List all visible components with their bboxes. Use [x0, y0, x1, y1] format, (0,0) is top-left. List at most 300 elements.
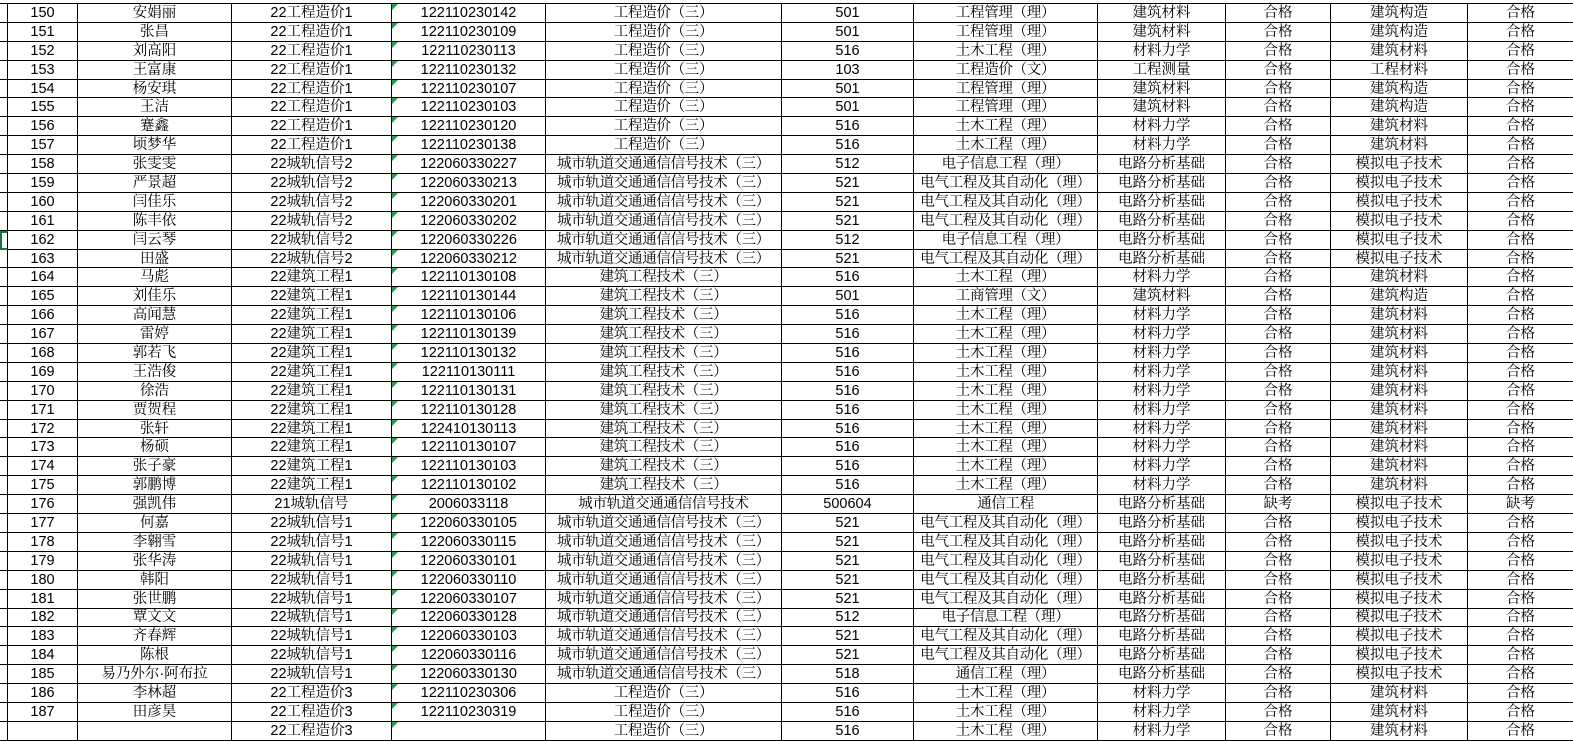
major-program-cell[interactable]: 城市轨道交通通信信号技术: [546, 495, 782, 514]
applied-major-cell[interactable]: 电气工程及其自动化（理）: [914, 627, 1098, 646]
major-program-cell[interactable]: 城市轨道交通通信信号技术（三）: [546, 212, 782, 231]
subject2-cell[interactable]: 建筑材料: [1331, 420, 1468, 439]
result1-cell[interactable]: 合格: [1226, 514, 1331, 533]
result1-cell[interactable]: 合格: [1226, 363, 1331, 382]
code-cell[interactable]: 516: [782, 268, 914, 287]
subject1-cell[interactable]: 材料力学: [1098, 136, 1226, 155]
row-number-cell[interactable]: 153: [8, 61, 78, 80]
code-cell[interactable]: 521: [782, 646, 914, 665]
applied-major-cell[interactable]: 电气工程及其自动化（理）: [914, 193, 1098, 212]
student-id-cell[interactable]: [392, 684, 546, 703]
row-number-cell[interactable]: 181: [8, 590, 78, 609]
subject1-cell[interactable]: 电路分析基础: [1098, 590, 1226, 609]
subject1-cell[interactable]: 材料力学: [1098, 684, 1226, 703]
result1-cell[interactable]: 合格: [1226, 703, 1331, 722]
class-cell[interactable]: 22建筑工程1: [232, 268, 392, 287]
subject1-cell[interactable]: 建筑材料: [1098, 23, 1226, 42]
row-gutter-cell[interactable]: [0, 268, 8, 287]
row-gutter-cell[interactable]: [0, 42, 8, 61]
result2-cell[interactable]: 合格: [1468, 212, 1573, 231]
student-name-cell[interactable]: 郭若飞: [78, 344, 232, 363]
student-name-cell[interactable]: 高闻慧: [78, 306, 232, 325]
result2-cell[interactable]: 合格: [1468, 174, 1573, 193]
row-number-cell[interactable]: 174: [8, 457, 78, 476]
row-number-cell[interactable]: 183: [8, 627, 78, 646]
class-cell[interactable]: 22城轨信号1: [232, 552, 392, 571]
student-name-cell[interactable]: 张华涛: [78, 552, 232, 571]
result1-cell[interactable]: 合格: [1226, 533, 1331, 552]
subject1-cell[interactable]: 电路分析基础: [1098, 665, 1226, 684]
result1-cell[interactable]: 合格: [1226, 306, 1331, 325]
subject2-cell[interactable]: 模拟电子技术: [1331, 193, 1468, 212]
subject2-cell[interactable]: 建筑材料: [1331, 703, 1468, 722]
major-program-cell[interactable]: 城市轨道交通通信信号技术（三）: [546, 193, 782, 212]
result1-cell[interactable]: 合格: [1226, 117, 1331, 136]
subject2-cell[interactable]: 建筑材料: [1331, 42, 1468, 61]
result2-cell[interactable]: 合格: [1468, 363, 1573, 382]
row-gutter-cell[interactable]: [0, 98, 8, 117]
subject1-cell[interactable]: 材料力学: [1098, 703, 1226, 722]
subject1-cell[interactable]: 材料力学: [1098, 306, 1226, 325]
result1-cell[interactable]: 合格: [1226, 722, 1331, 741]
subject1-cell[interactable]: 材料力学: [1098, 382, 1226, 401]
major-program-cell[interactable]: 建筑工程技术（三）: [546, 476, 782, 495]
row-gutter-cell[interactable]: [0, 438, 8, 457]
row-number-cell[interactable]: 172: [8, 420, 78, 439]
student-id-cell[interactable]: [392, 231, 546, 250]
class-cell[interactable]: 22建筑工程1: [232, 287, 392, 306]
code-cell[interactable]: 516: [782, 136, 914, 155]
major-program-cell[interactable]: 建筑工程技术（三）: [546, 420, 782, 439]
row-number-cell[interactable]: 187: [8, 703, 78, 722]
row-gutter-cell[interactable]: [0, 552, 8, 571]
major-program-cell[interactable]: 建筑工程技术（三）: [546, 287, 782, 306]
subject1-cell[interactable]: 电路分析基础: [1098, 627, 1226, 646]
result2-cell[interactable]: 合格: [1468, 571, 1573, 590]
subject2-cell[interactable]: 建筑材料: [1331, 136, 1468, 155]
result2-cell[interactable]: 合格: [1468, 401, 1573, 420]
subject2-cell[interactable]: 模拟电子技术: [1331, 250, 1468, 269]
row-number-cell[interactable]: 163: [8, 250, 78, 269]
result1-cell[interactable]: 合格: [1226, 401, 1331, 420]
result1-cell[interactable]: 合格: [1226, 627, 1331, 646]
row-number-cell[interactable]: 168: [8, 344, 78, 363]
student-name-cell[interactable]: 蹇鑫: [78, 117, 232, 136]
result2-cell[interactable]: 缺考: [1468, 495, 1573, 514]
applied-major-cell[interactable]: 土木工程（理）: [914, 306, 1098, 325]
student-name-cell[interactable]: 张雯雯: [78, 155, 232, 174]
code-cell[interactable]: 521: [782, 533, 914, 552]
student-id-cell[interactable]: [392, 627, 546, 646]
result2-cell[interactable]: 合格: [1468, 117, 1573, 136]
code-cell[interactable]: 518: [782, 665, 914, 684]
major-program-cell[interactable]: 城市轨道交通通信信号技术（三）: [546, 646, 782, 665]
class-cell[interactable]: 22工程造价1: [232, 98, 392, 117]
row-gutter-cell[interactable]: [0, 665, 8, 684]
applied-major-cell[interactable]: 土木工程（理）: [914, 363, 1098, 382]
major-program-cell[interactable]: 建筑工程技术（三）: [546, 457, 782, 476]
result2-cell[interactable]: 合格: [1468, 476, 1573, 495]
row-number-cell[interactable]: 162: [8, 231, 78, 250]
student-name-cell[interactable]: 王浩俊: [78, 363, 232, 382]
class-cell[interactable]: 22工程造价1: [232, 42, 392, 61]
student-id-cell[interactable]: [392, 495, 546, 514]
code-cell[interactable]: 516: [782, 42, 914, 61]
code-cell[interactable]: 501: [782, 80, 914, 99]
row-number-cell[interactable]: 170: [8, 382, 78, 401]
class-cell[interactable]: 22建筑工程1: [232, 325, 392, 344]
result2-cell[interactable]: 合格: [1468, 287, 1573, 306]
row-number-cell[interactable]: 179: [8, 552, 78, 571]
class-cell[interactable]: 22建筑工程1: [232, 438, 392, 457]
result1-cell[interactable]: 合格: [1226, 61, 1331, 80]
subject1-cell[interactable]: 电路分析基础: [1098, 646, 1226, 665]
subject1-cell[interactable]: 材料力学: [1098, 42, 1226, 61]
result1-cell[interactable]: 合格: [1226, 23, 1331, 42]
subject2-cell[interactable]: 模拟电子技术: [1331, 533, 1468, 552]
student-id-cell[interactable]: [392, 23, 546, 42]
row-gutter-cell[interactable]: [0, 533, 8, 552]
row-number-cell[interactable]: 152: [8, 42, 78, 61]
result2-cell[interactable]: 合格: [1468, 344, 1573, 363]
class-cell[interactable]: 22城轨信号2: [232, 250, 392, 269]
class-cell[interactable]: 22城轨信号1: [232, 533, 392, 552]
row-gutter-cell[interactable]: [0, 136, 8, 155]
student-name-cell[interactable]: 闫佳乐: [78, 193, 232, 212]
major-program-cell[interactable]: 工程造价（三）: [546, 136, 782, 155]
applied-major-cell[interactable]: 土木工程（理）: [914, 344, 1098, 363]
row-number-cell[interactable]: 178: [8, 533, 78, 552]
result2-cell[interactable]: 合格: [1468, 552, 1573, 571]
row-number-cell[interactable]: 160: [8, 193, 78, 212]
major-program-cell[interactable]: 建筑工程技术（三）: [546, 363, 782, 382]
major-program-cell[interactable]: 工程造价（三）: [546, 61, 782, 80]
row-gutter-cell[interactable]: [0, 193, 8, 212]
student-id-cell[interactable]: [392, 193, 546, 212]
student-id-cell[interactable]: [392, 363, 546, 382]
result1-cell[interactable]: 合格: [1226, 684, 1331, 703]
applied-major-cell[interactable]: 工程管理（理）: [914, 98, 1098, 117]
result2-cell[interactable]: 合格: [1468, 514, 1573, 533]
subject2-cell[interactable]: 模拟电子技术: [1331, 231, 1468, 250]
student-name-cell[interactable]: 张昌: [78, 23, 232, 42]
code-cell[interactable]: 103: [782, 61, 914, 80]
applied-major-cell[interactable]: 电气工程及其自动化（理）: [914, 250, 1098, 269]
student-name-cell[interactable]: 田彦昊: [78, 703, 232, 722]
subject1-cell[interactable]: 电路分析基础: [1098, 571, 1226, 590]
major-program-cell[interactable]: 建筑工程技术（三）: [546, 438, 782, 457]
result1-cell[interactable]: 合格: [1226, 212, 1331, 231]
code-cell[interactable]: 521: [782, 174, 914, 193]
class-cell[interactable]: 22工程造价1: [232, 23, 392, 42]
code-cell[interactable]: 521: [782, 590, 914, 609]
applied-major-cell[interactable]: 土木工程（理）: [914, 401, 1098, 420]
code-cell[interactable]: 500604: [782, 495, 914, 514]
class-cell[interactable]: 22建筑工程1: [232, 457, 392, 476]
subject1-cell[interactable]: 电路分析基础: [1098, 212, 1226, 231]
result2-cell[interactable]: 合格: [1468, 4, 1573, 23]
result1-cell[interactable]: 合格: [1226, 552, 1331, 571]
class-cell[interactable]: 22建筑工程1: [232, 420, 392, 439]
result2-cell[interactable]: 合格: [1468, 80, 1573, 99]
row-number-cell[interactable]: 173: [8, 438, 78, 457]
subject2-cell[interactable]: 模拟电子技术: [1331, 174, 1468, 193]
class-cell[interactable]: 22工程造价1: [232, 4, 392, 23]
student-id-cell[interactable]: [392, 250, 546, 269]
code-cell[interactable]: 516: [782, 684, 914, 703]
subject2-cell[interactable]: 建筑材料: [1331, 684, 1468, 703]
class-cell[interactable]: 22城轨信号2: [232, 174, 392, 193]
row-number-cell[interactable]: 186: [8, 684, 78, 703]
student-name-cell[interactable]: 闫云琴: [78, 231, 232, 250]
subject1-cell[interactable]: 建筑材料: [1098, 4, 1226, 23]
student-id-cell[interactable]: [392, 42, 546, 61]
row-gutter-cell[interactable]: [0, 401, 8, 420]
row-gutter-cell[interactable]: [0, 61, 8, 80]
row-number-cell[interactable]: 164: [8, 268, 78, 287]
subject1-cell[interactable]: 材料力学: [1098, 363, 1226, 382]
row-gutter-cell[interactable]: [0, 212, 8, 231]
applied-major-cell[interactable]: 土木工程（理）: [914, 420, 1098, 439]
row-gutter-cell[interactable]: [0, 476, 8, 495]
subject2-cell[interactable]: 建筑材料: [1331, 306, 1468, 325]
result2-cell[interactable]: 合格: [1468, 590, 1573, 609]
student-name-cell[interactable]: 王富康: [78, 61, 232, 80]
subject1-cell[interactable]: 电路分析基础: [1098, 495, 1226, 514]
result2-cell[interactable]: 合格: [1468, 61, 1573, 80]
subject1-cell[interactable]: 材料力学: [1098, 325, 1226, 344]
subject2-cell[interactable]: 模拟电子技术: [1331, 665, 1468, 684]
code-cell[interactable]: 516: [782, 117, 914, 136]
row-number-cell[interactable]: 166: [8, 306, 78, 325]
row-gutter-cell[interactable]: [0, 457, 8, 476]
student-name-cell[interactable]: 杨硕: [78, 438, 232, 457]
class-cell[interactable]: 22城轨信号1: [232, 571, 392, 590]
result2-cell[interactable]: 合格: [1468, 250, 1573, 269]
class-cell[interactable]: 22城轨信号1: [232, 590, 392, 609]
applied-major-cell[interactable]: 土木工程（理）: [914, 722, 1098, 741]
row-number-cell[interactable]: 185: [8, 665, 78, 684]
major-program-cell[interactable]: 工程造价（三）: [546, 703, 782, 722]
applied-major-cell[interactable]: 电气工程及其自动化（理）: [914, 514, 1098, 533]
student-id-cell[interactable]: [392, 722, 546, 741]
result2-cell[interactable]: 合格: [1468, 268, 1573, 287]
student-name-cell[interactable]: 齐春辉: [78, 627, 232, 646]
class-cell[interactable]: 22建筑工程1: [232, 476, 392, 495]
major-program-cell[interactable]: 建筑工程技术（三）: [546, 306, 782, 325]
student-name-cell[interactable]: 顷梦华: [78, 136, 232, 155]
student-id-cell[interactable]: [392, 136, 546, 155]
major-program-cell[interactable]: 城市轨道交通通信信号技术（三）: [546, 590, 782, 609]
class-cell[interactable]: 22工程造价3: [232, 703, 392, 722]
subject1-cell[interactable]: 电路分析基础: [1098, 533, 1226, 552]
student-name-cell[interactable]: 张子豪: [78, 457, 232, 476]
student-name-cell[interactable]: 陈根: [78, 646, 232, 665]
subject1-cell[interactable]: 电路分析基础: [1098, 552, 1226, 571]
applied-major-cell[interactable]: 电子信息工程（理）: [914, 231, 1098, 250]
result2-cell[interactable]: 合格: [1468, 325, 1573, 344]
row-gutter-cell[interactable]: [0, 703, 8, 722]
student-name-cell[interactable]: 马彪: [78, 268, 232, 287]
result1-cell[interactable]: 合格: [1226, 231, 1331, 250]
class-cell[interactable]: 22城轨信号1: [232, 627, 392, 646]
applied-major-cell[interactable]: 土木工程（理）: [914, 325, 1098, 344]
class-cell[interactable]: 22工程造价1: [232, 117, 392, 136]
code-cell[interactable]: 516: [782, 363, 914, 382]
subject2-cell[interactable]: 建筑构造: [1331, 98, 1468, 117]
result1-cell[interactable]: 合格: [1226, 98, 1331, 117]
row-number-cell[interactable]: 184: [8, 646, 78, 665]
result1-cell[interactable]: 合格: [1226, 420, 1331, 439]
subject1-cell[interactable]: 材料力学: [1098, 476, 1226, 495]
subject1-cell[interactable]: 建筑材料: [1098, 80, 1226, 99]
class-cell[interactable]: 22工程造价3: [232, 722, 392, 741]
row-gutter-cell[interactable]: [0, 155, 8, 174]
student-id-cell[interactable]: [392, 590, 546, 609]
result1-cell[interactable]: 合格: [1226, 193, 1331, 212]
subject1-cell[interactable]: 材料力学: [1098, 401, 1226, 420]
code-cell[interactable]: 516: [782, 457, 914, 476]
major-program-cell[interactable]: 建筑工程技术（三）: [546, 344, 782, 363]
class-cell[interactable]: 22工程造价1: [232, 61, 392, 80]
student-id-cell[interactable]: [392, 155, 546, 174]
major-program-cell[interactable]: 工程造价（三）: [546, 42, 782, 61]
row-number-cell[interactable]: 159: [8, 174, 78, 193]
major-program-cell[interactable]: 工程造价（三）: [546, 23, 782, 42]
code-cell[interactable]: 521: [782, 193, 914, 212]
subject2-cell[interactable]: 建筑材料: [1331, 457, 1468, 476]
subject2-cell[interactable]: 建筑材料: [1331, 363, 1468, 382]
result1-cell[interactable]: 合格: [1226, 4, 1331, 23]
result1-cell[interactable]: 合格: [1226, 80, 1331, 99]
major-program-cell[interactable]: 城市轨道交通通信信号技术（三）: [546, 174, 782, 193]
subject1-cell[interactable]: 电路分析基础: [1098, 174, 1226, 193]
row-gutter-cell[interactable]: [0, 117, 8, 136]
result2-cell[interactable]: 合格: [1468, 665, 1573, 684]
class-cell[interactable]: 22城轨信号1: [232, 514, 392, 533]
row-gutter-cell[interactable]: [0, 250, 8, 269]
class-cell[interactable]: 22工程造价1: [232, 80, 392, 99]
row-number-cell[interactable]: 154: [8, 80, 78, 99]
student-id-cell[interactable]: [392, 420, 546, 439]
row-gutter-cell[interactable]: [0, 495, 8, 514]
major-program-cell[interactable]: 工程造价（三）: [546, 722, 782, 741]
result2-cell[interactable]: 合格: [1468, 457, 1573, 476]
code-cell[interactable]: 512: [782, 231, 914, 250]
row-gutter-cell[interactable]: [0, 325, 8, 344]
major-program-cell[interactable]: 建筑工程技术（三）: [546, 401, 782, 420]
row-gutter-cell[interactable]: [0, 306, 8, 325]
row-number-cell[interactable]: 167: [8, 325, 78, 344]
major-program-cell[interactable]: 建筑工程技术（三）: [546, 382, 782, 401]
applied-major-cell[interactable]: 电气工程及其自动化（理）: [914, 646, 1098, 665]
applied-major-cell[interactable]: 土木工程（理）: [914, 136, 1098, 155]
applied-major-cell[interactable]: 电气工程及其自动化（理）: [914, 212, 1098, 231]
code-cell[interactable]: 516: [782, 438, 914, 457]
code-cell[interactable]: 521: [782, 571, 914, 590]
result2-cell[interactable]: 合格: [1468, 23, 1573, 42]
student-name-cell[interactable]: 覃文文: [78, 609, 232, 628]
row-gutter-cell[interactable]: [0, 382, 8, 401]
subject2-cell[interactable]: 建筑构造: [1331, 4, 1468, 23]
row-gutter-cell[interactable]: [0, 514, 8, 533]
subject2-cell[interactable]: 模拟电子技术: [1331, 646, 1468, 665]
major-program-cell[interactable]: 城市轨道交通通信信号技术（三）: [546, 571, 782, 590]
applied-major-cell[interactable]: 通信工程（理）: [914, 665, 1098, 684]
student-id-cell[interactable]: [392, 212, 546, 231]
subject2-cell[interactable]: 模拟电子技术: [1331, 514, 1468, 533]
student-name-cell[interactable]: 杨安琪: [78, 80, 232, 99]
code-cell[interactable]: 521: [782, 250, 914, 269]
subject2-cell[interactable]: 模拟电子技术: [1331, 495, 1468, 514]
result2-cell[interactable]: 合格: [1468, 306, 1573, 325]
row-number-cell[interactable]: 156: [8, 117, 78, 136]
applied-major-cell[interactable]: 工商管理（文）: [914, 287, 1098, 306]
result1-cell[interactable]: 合格: [1226, 344, 1331, 363]
student-name-cell[interactable]: 徐浩: [78, 382, 232, 401]
student-name-cell[interactable]: 李翱雪: [78, 533, 232, 552]
subject1-cell[interactable]: 建筑材料: [1098, 287, 1226, 306]
row-number-cell[interactable]: [8, 722, 78, 741]
major-program-cell[interactable]: 城市轨道交通通信信号技术（三）: [546, 250, 782, 269]
major-program-cell[interactable]: 城市轨道交通通信信号技术（三）: [546, 609, 782, 628]
applied-major-cell[interactable]: 土木工程（理）: [914, 476, 1098, 495]
applied-major-cell[interactable]: 电子信息工程（理）: [914, 155, 1098, 174]
student-id-cell[interactable]: [392, 325, 546, 344]
student-name-cell[interactable]: 田盛: [78, 250, 232, 269]
major-program-cell[interactable]: 城市轨道交通通信信号技术（三）: [546, 552, 782, 571]
student-name-cell[interactable]: 张轩: [78, 420, 232, 439]
row-gutter-cell[interactable]: [0, 609, 8, 628]
row-gutter-cell[interactable]: [0, 23, 8, 42]
result2-cell[interactable]: 合格: [1468, 231, 1573, 250]
result2-cell[interactable]: 合格: [1468, 533, 1573, 552]
class-cell[interactable]: 22工程造价1: [232, 136, 392, 155]
class-cell[interactable]: 22城轨信号2: [232, 212, 392, 231]
subject2-cell[interactable]: 模拟电子技术: [1331, 627, 1468, 646]
row-number-cell[interactable]: 151: [8, 23, 78, 42]
major-program-cell[interactable]: 工程造价（三）: [546, 98, 782, 117]
student-id-cell[interactable]: [392, 98, 546, 117]
subject2-cell[interactable]: 建筑材料: [1331, 344, 1468, 363]
student-id-cell[interactable]: [392, 514, 546, 533]
row-gutter-cell[interactable]: [0, 420, 8, 439]
result2-cell[interactable]: 合格: [1468, 627, 1573, 646]
subject2-cell[interactable]: 建筑材料: [1331, 401, 1468, 420]
subject1-cell[interactable]: 电路分析基础: [1098, 193, 1226, 212]
subject2-cell[interactable]: 建筑构造: [1331, 80, 1468, 99]
result1-cell[interactable]: 合格: [1226, 155, 1331, 174]
row-number-cell[interactable]: 158: [8, 155, 78, 174]
applied-major-cell[interactable]: 电气工程及其自动化（理）: [914, 590, 1098, 609]
class-cell[interactable]: 22建筑工程1: [232, 382, 392, 401]
student-name-cell[interactable]: 强凯伟: [78, 495, 232, 514]
code-cell[interactable]: 516: [782, 325, 914, 344]
subject1-cell[interactable]: 电路分析基础: [1098, 250, 1226, 269]
student-id-cell[interactable]: [392, 533, 546, 552]
major-program-cell[interactable]: 城市轨道交通通信信号技术（三）: [546, 665, 782, 684]
applied-major-cell[interactable]: 土木工程（理）: [914, 117, 1098, 136]
student-id-cell[interactable]: [392, 552, 546, 571]
student-name-cell[interactable]: 易乃外尔·阿布拉: [78, 665, 232, 684]
subject1-cell[interactable]: 材料力学: [1098, 268, 1226, 287]
major-program-cell[interactable]: 城市轨道交通通信信号技术（三）: [546, 533, 782, 552]
code-cell[interactable]: 516: [782, 703, 914, 722]
row-number-cell[interactable]: 155: [8, 98, 78, 117]
student-name-cell[interactable]: 严景超: [78, 174, 232, 193]
class-cell[interactable]: 22城轨信号1: [232, 609, 392, 628]
student-id-cell[interactable]: [392, 306, 546, 325]
